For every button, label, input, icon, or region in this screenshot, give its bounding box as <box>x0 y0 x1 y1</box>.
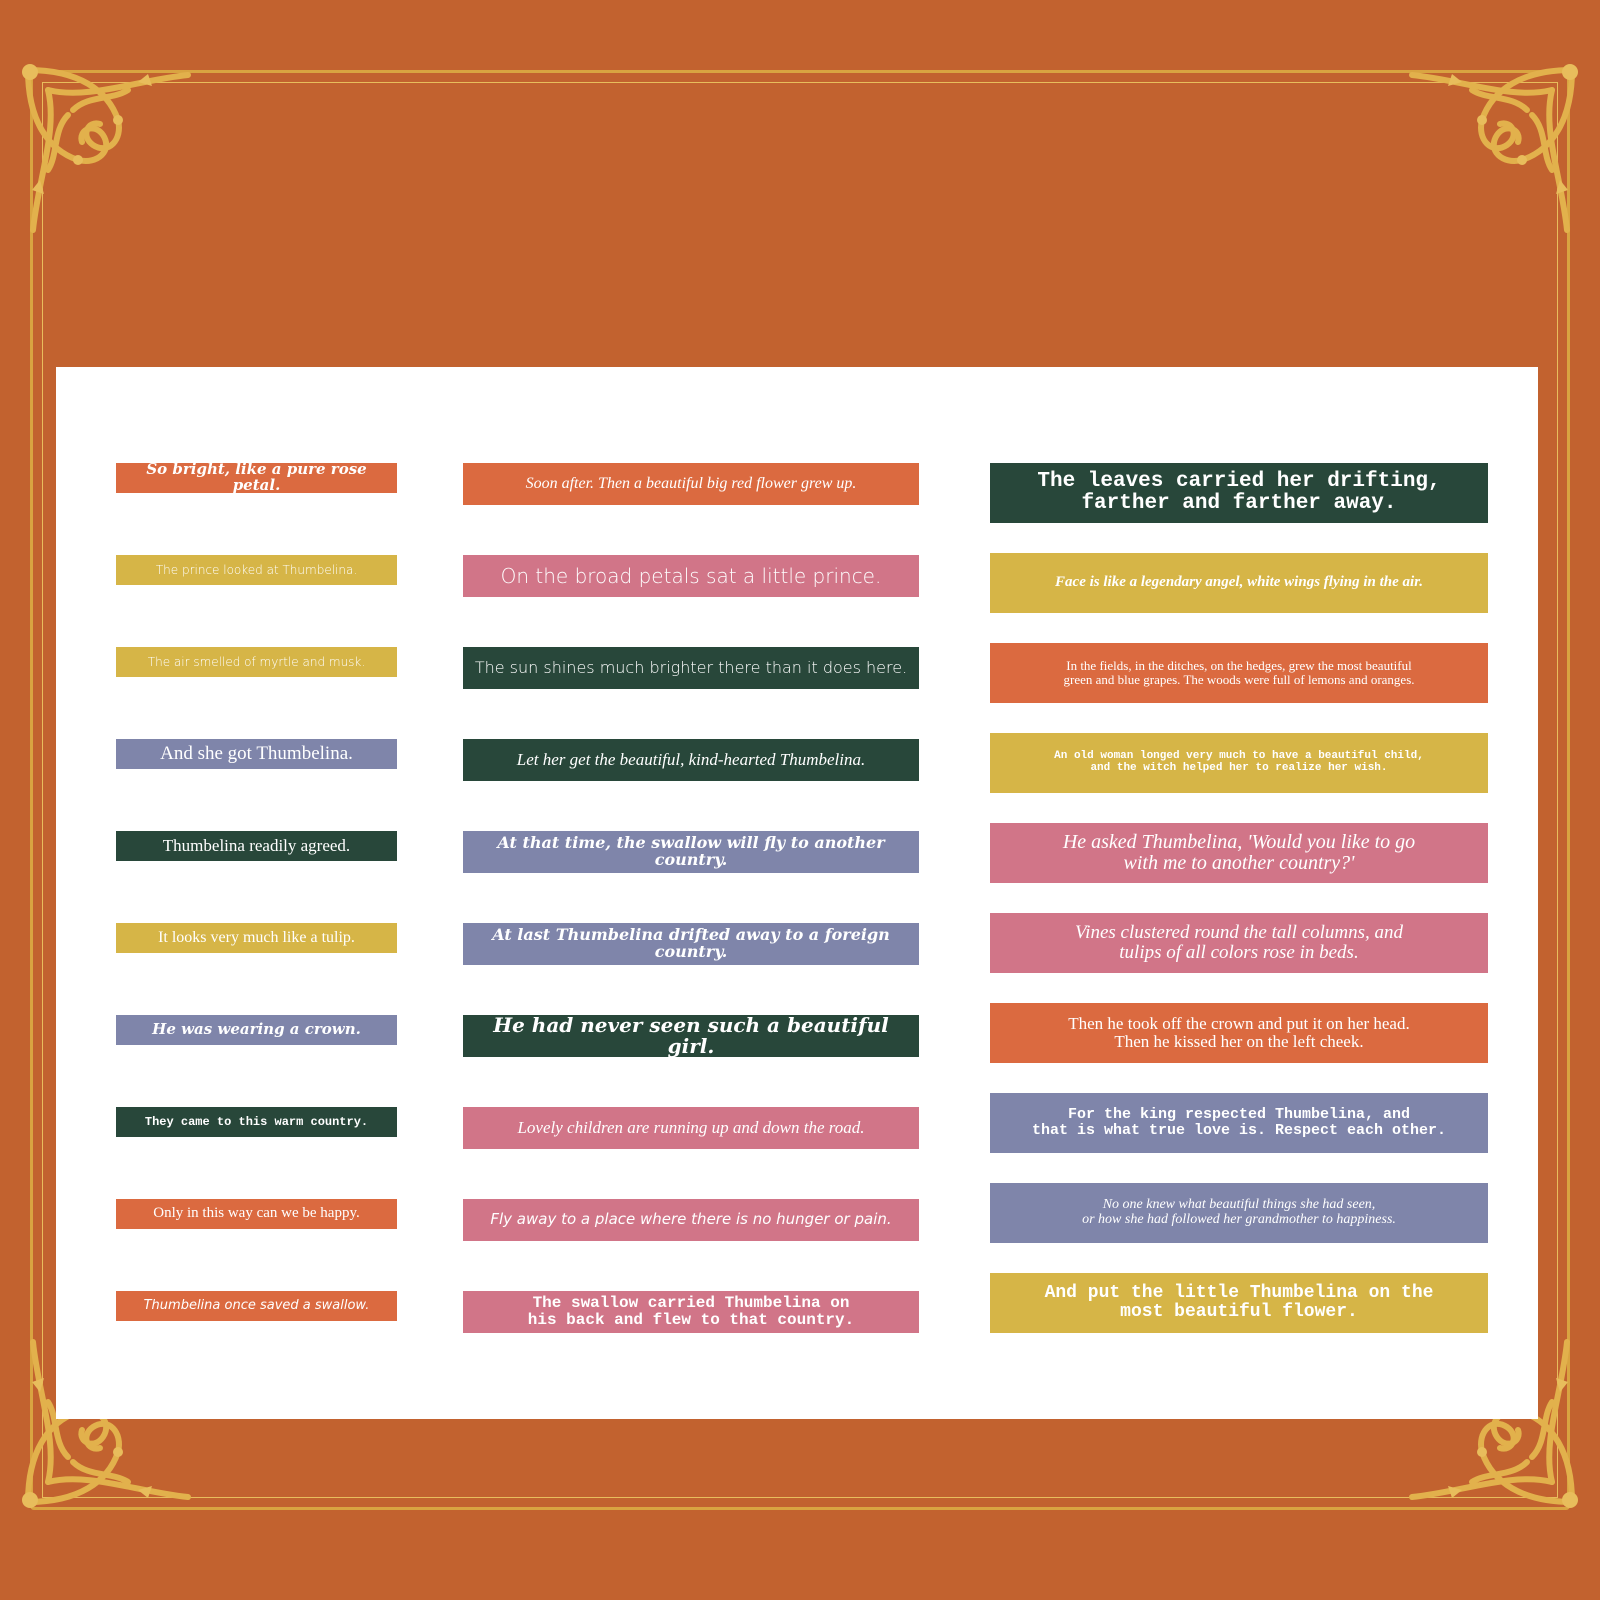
sticker-strip: Thumbelina readily agreed. <box>116 831 397 861</box>
sticker-strip: Vines clustered round the tall columns, and tulips of all colors rose in beds. <box>990 913 1488 973</box>
sticker-strip: He was wearing a crown. <box>116 1015 397 1045</box>
sticker-strip: And put the little Thumbelina on the most beautiful flower. <box>990 1273 1488 1333</box>
sticker-strip: Thumbelina once saved a swallow. <box>116 1291 397 1321</box>
sticker-strip: Lovely children are running up and down the road. <box>463 1107 919 1149</box>
sticker-strip: Face is like a legendary angel, white wings flying in the air. <box>990 553 1488 613</box>
sticker-strip: So bright, like a pure rose petal. <box>116 463 397 493</box>
gold-flourish-corner-icon <box>18 60 208 250</box>
sticker-strip: The swallow carried Thumbelina on his back and flew to that country. <box>463 1291 919 1333</box>
gold-flourish-corner-icon <box>1392 60 1582 250</box>
sticker-strip: No one knew what beautiful things she had seen, or how she had followed her grandmother to happiness. <box>990 1183 1488 1243</box>
sticker-strip: Only in this way can we be happy. <box>116 1199 397 1229</box>
sticker-strip: Let her get the beautiful, kind-hearted Thumbelina. <box>463 739 919 781</box>
sticker-strip: He asked Thumbelina, 'Would you like to go with me to another country?' <box>990 823 1488 883</box>
sticker-strip: It looks very much like a tulip. <box>116 923 397 953</box>
sticker-strip: The prince looked at Thumbelina. <box>116 555 397 585</box>
sticker-strip: They came to this warm country. <box>116 1107 397 1137</box>
sticker-strip: At last Thumbelina drifted away to a foreign country. <box>463 923 919 965</box>
sticker-strip: For the king respected Thumbelina, and that is what true love is. Respect each other. <box>990 1093 1488 1153</box>
sticker-strip: Soon after. Then a beautiful big red flower grew up. <box>463 463 919 505</box>
sticker-strip: The air smelled of myrtle and musk. <box>116 647 397 677</box>
sticker-sheet <box>56 367 1538 1419</box>
sticker-strip: On the broad petals sat a little prince. <box>463 555 919 597</box>
sticker-strip: At that time, the swallow will fly to another country. <box>463 831 919 873</box>
sticker-strip: The leaves carried her drifting, farther and farther away. <box>990 463 1488 523</box>
sticker-strip: An old woman longed very much to have a beautiful child, and the witch helped her to realize her wish. <box>990 733 1488 793</box>
sticker-strip: In the fields, in the ditches, on the hedges, grew the most beautiful green and blue grapes. The woods were full of lemons and oranges. <box>990 643 1488 703</box>
sticker-strip: Then he took off the crown and put it on her head. Then he kissed her on the left cheek. <box>990 1003 1488 1063</box>
sticker-strip: He had never seen such a beautiful girl. <box>463 1015 919 1057</box>
sticker-strip: Fly away to a place where there is no hunger or pain. <box>463 1199 919 1241</box>
sticker-strip: And she got Thumbelina. <box>116 739 397 769</box>
sticker-strip: The sun shines much brighter there than it does here. <box>463 647 919 689</box>
